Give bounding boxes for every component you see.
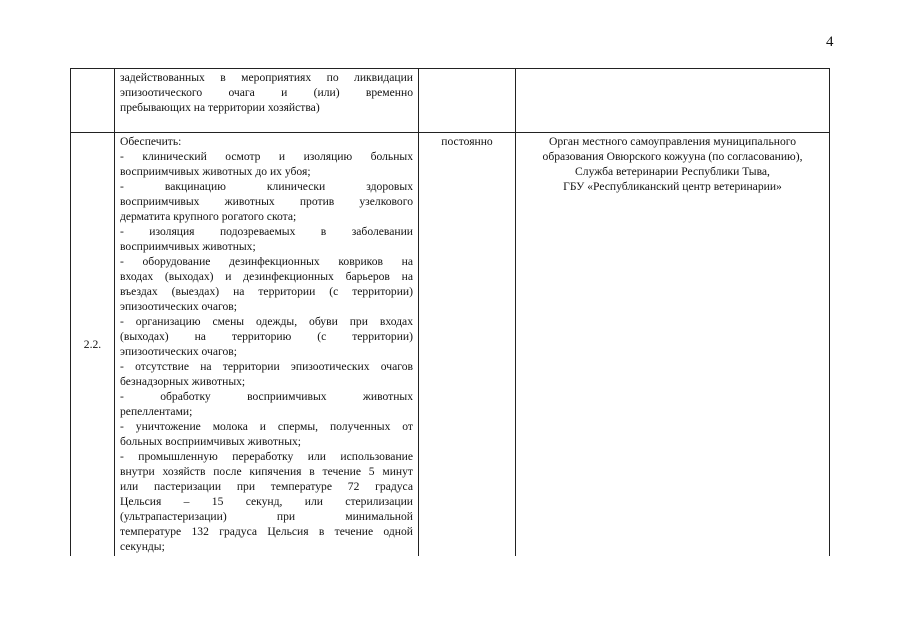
text-line: больных восприимчивых животных; [120, 435, 302, 448]
text-line: Обеспечить: [120, 135, 182, 148]
text-line: эпизоотических очагов; [120, 345, 237, 358]
text-line: Цельсия – 15 секунд, или стерилизации [120, 495, 413, 508]
text-line: внутри хозяйств после кипячения в течение 5 минут [120, 465, 413, 478]
responsible-line: Служба ветеринарии Республики Тыва, [575, 165, 770, 178]
responsible-line: образования Овюрского кожууна (по согласованию), [542, 150, 803, 163]
measure-text-cell [115, 69, 419, 133]
responsible-line: ГБУ «Республиканский центр ветеринарии» [563, 180, 782, 193]
text-line: восприимчивых животных против узелкового [120, 195, 413, 208]
text-line: - обработку восприимчивых животных [120, 390, 413, 403]
text-line: (ультрапастеризации) при минимальной [120, 510, 413, 523]
text-line: - изоляция подозреваемых в заболевании [120, 225, 413, 238]
text-line: безнадзорных животных; [120, 375, 246, 388]
responsible-line: Орган местного самоуправления муниципального [548, 135, 797, 148]
measures-table [70, 68, 830, 556]
text-line: репеллентами; [120, 405, 193, 418]
text-line: восприимчивых животных до их убоя; [120, 165, 311, 178]
text-line: - отсутствие на территории эпизоотических очагов [120, 360, 413, 373]
measure-text-cell [115, 133, 419, 557]
text-line: - уничтожение молока и спермы, полученных от [120, 420, 413, 433]
text-line: - организацию смены одежды, обуви при входах [120, 315, 413, 328]
text-line: (выходах) на территорию (с территории) [120, 330, 413, 343]
table-row-2-2 [71, 133, 830, 557]
text-line: - вакцинацию клинически здоровых [120, 180, 413, 193]
text-line: эпизоотического очага и (или) временно [120, 86, 413, 99]
text-line: восприимчивых животных; [120, 240, 256, 253]
text-line: дерматита крупного рогатого скота; [120, 210, 297, 223]
text-line: или пастеризации при температуре 72 градуса [120, 480, 413, 493]
responsible-cell [516, 133, 830, 557]
text-line: эпизоотических очагов; [120, 300, 237, 313]
row-number-cell: 2.2. [71, 133, 115, 557]
term-cell: постоянно [419, 133, 516, 557]
text-line: задействованных в мероприятиях по ликвидации [120, 71, 413, 84]
text-line: - клинический осмотр и изоляцию больных [120, 150, 413, 163]
text-line: входах (выходах) и дезинфекционных барьеров на [120, 270, 413, 283]
text-line: секунды; [120, 540, 165, 553]
term-cell [419, 69, 516, 133]
text-line: пребывающих на территории хозяйства) [120, 101, 320, 114]
text-line: въездах (выездах) на территории (с территории) [120, 285, 413, 298]
text-line: - оборудование дезинфекционных ковриков на [120, 255, 413, 268]
row-number-cell [71, 69, 115, 133]
page-number: 4 [826, 34, 834, 50]
text-line: температуре 132 градуса Цельсия в течение одной [120, 525, 413, 538]
table-row-continued [71, 69, 830, 133]
responsible-cell [516, 69, 830, 133]
text-line: - промышленную переработку или использование [120, 450, 413, 463]
